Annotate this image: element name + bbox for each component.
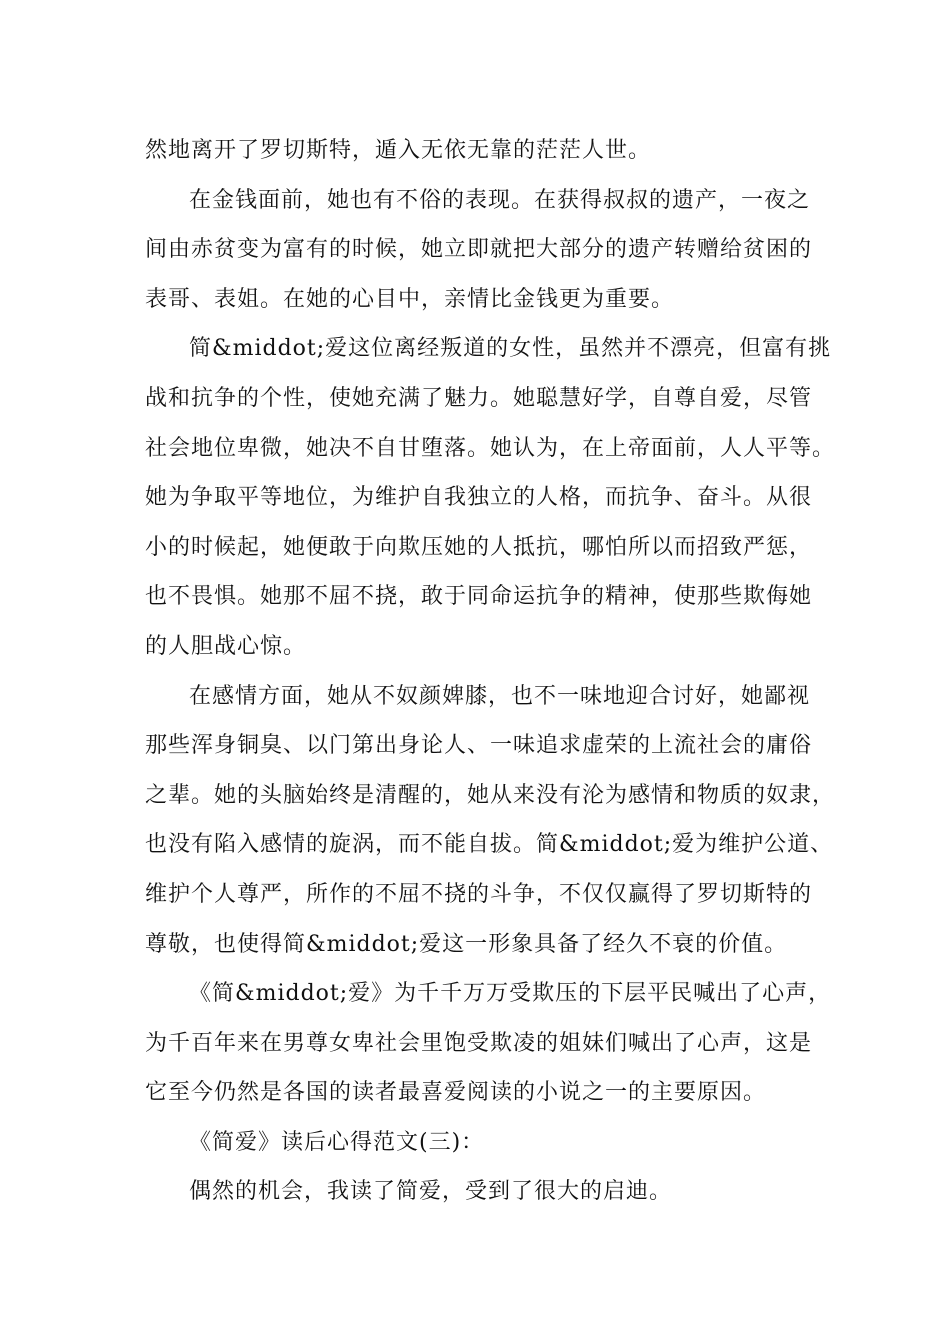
text-line: 也不畏惧。她那不屈不挠，敢于同命运抗争的精神，使那些欺侮她 — [145, 584, 813, 610]
text-line: 尊敬，也使得简&middot;爱这一形象具备了经久不衰的价值。 — [145, 931, 788, 957]
text-line: 小的时候起，她便敢于向欺压她的人抵抗，哪怕所以而招致严惩， — [145, 534, 813, 560]
text-line: 也没有陷入感情的旋涡，而不能自拔。简&middot;爱为维护公道、 — [145, 832, 834, 858]
text-line: 维护个人尊严，所作的不屈不挠的斗争，不仅仅赢得了罗切斯特的 — [145, 881, 813, 907]
paragraph-start-line: 在金钱面前，她也有不俗的表现。在获得叔叔的遗产，一夜之 — [189, 187, 811, 213]
paragraph-start-line: 简&middot;爱这位离经叛道的女性，虽然并不漂亮，但富有挑 — [189, 336, 832, 362]
text-line: 社会地位卑微，她决不自甘堕落。她认为，在上帝面前，人人平等。 — [145, 435, 836, 461]
text-line: 它至今仍然是各国的读者最喜爱阅读的小说之一的主要原因。 — [145, 1080, 767, 1106]
text-line: 为千百年来在男尊女卑社会里饱受欺凌的姐妹们喊出了心声，这是 — [145, 1030, 813, 1056]
paragraph-start-line: 偶然的机会，我读了简爱，受到了很大的启迪。 — [189, 1179, 673, 1205]
section-heading: 《简爱》读后心得范文(三)： — [189, 1129, 485, 1155]
text-line: 那些浑身铜臭、以门第出身论人、一味追求虚荣的上流社会的庸俗 — [145, 733, 813, 759]
document-body — [145, 126, 836, 1217]
text-line: 的人胆战心惊。 — [145, 633, 307, 659]
text-line: 战和抗争的个性，使她充满了魅力。她聪慧好学，自尊自爱，尽管 — [145, 385, 813, 411]
paragraph-start-line: 在感情方面，她从不奴颜婢膝，也不一味地迎合讨好，她鄙视 — [189, 683, 811, 709]
text-line: 她为争取平等地位，为维护自我独立的人格，而抗争、奋斗。从很 — [145, 485, 813, 511]
text-line: 然地离开了罗切斯特，遁入无依无靠的茫茫人世。 — [145, 138, 652, 163]
text-line: 之辈。她的头脑始终是清醒的，她从来没有沦为感情和物质的奴隶， — [145, 782, 836, 808]
text-line: 间由赤贫变为富有的时候，她立即就把大部分的遗产转赠给贫困的 — [145, 237, 813, 263]
text-line: 表哥、表姐。在她的心目中，亲情比金钱更为重要。 — [145, 286, 675, 312]
paragraph-start-line: 《简&middot;爱》为千千万万受欺压的下层平民喊出了心声， — [189, 981, 832, 1007]
